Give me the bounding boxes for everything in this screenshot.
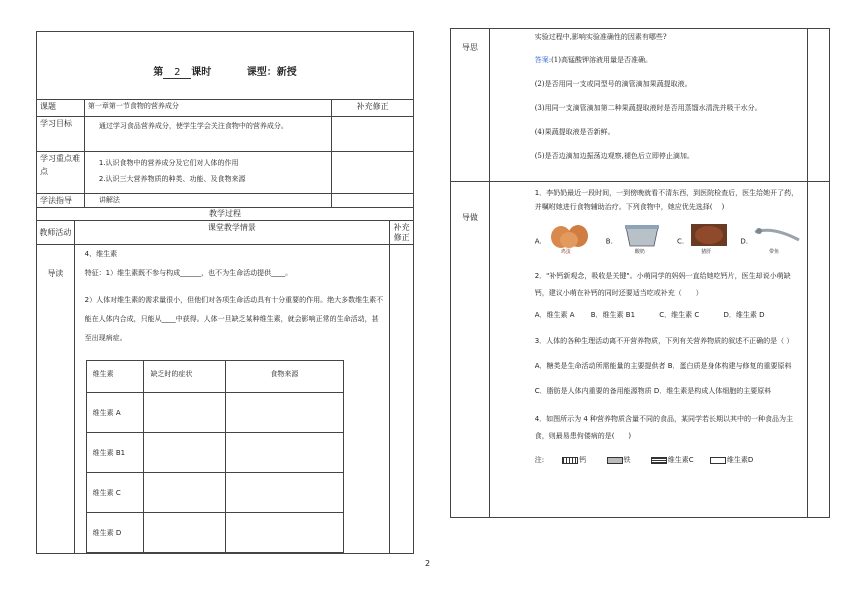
method-label: 学法指导 xyxy=(37,194,85,208)
egg-icon: 鸡蛋 xyxy=(547,222,595,256)
legend-vitc-swatch xyxy=(651,457,667,464)
vitamin-need: 2）人体对维生素的需求量很小，但他们对各项生命活动具有十分重要的作用。绝大多数维生素不能在人体内合成，只能从____中获得。人体一旦缺乏某种维生素，就会影响正常的生命活动，甚至出现病症。 xyxy=(84,296,384,342)
yogurt-icon: 酸奶 xyxy=(618,222,666,256)
right-lesson-plan xyxy=(450,28,830,518)
legend-vitd-swatch xyxy=(710,457,726,464)
think-label: 导思 xyxy=(451,29,490,182)
answer-1: (1)高锰酸钾溶液用量是否准确。 xyxy=(551,56,652,64)
q1-options xyxy=(535,222,801,260)
vitamin-title: 4、维生素 xyxy=(84,250,118,258)
col-teacher: 教师活动 xyxy=(37,221,75,245)
method-value: 讲解法 xyxy=(84,194,331,208)
question-2: 2．"补钙新观念，吸收是关键"。小萌同学的妈妈一直给她吃钙片，医生却说小萌缺钙，建议小萌在补钙的同时还要适当吃或补充（ ） xyxy=(534,272,791,297)
vitamin-feature: 特征：1）维生素既不参与构成______，也不为生命活动提供____。 xyxy=(84,269,293,277)
option-c[interactable]: C. 猪肝 xyxy=(677,222,729,256)
think-question: 实验过程中,影响实验准确性的因素有哪些? xyxy=(534,33,667,41)
q2-options: A．维生素 A B．维生素 B1 C．维生素 C D．维生素 D xyxy=(534,311,765,319)
legend-iron-swatch xyxy=(607,457,623,464)
answer-3: (3)用同一支滴管滴加第二种果蔬提取液时是否用蒸馏水清洗并吸干水分。 xyxy=(534,104,762,112)
key-label: 学习重点难点 xyxy=(37,152,85,194)
vitamin-row-label: 维生素 D xyxy=(86,513,144,553)
answer-2: (2)是否用同一支或同型号的滴管滴加果蔬提取液。 xyxy=(534,80,692,88)
page-number: 2 xyxy=(425,559,431,568)
col-classroom: 课堂教学情景 xyxy=(74,221,390,245)
key-point-2: 2.认识三大营养物质的种类、功能、及食物来源 xyxy=(98,175,246,183)
pork-liver-icon: 猪肝 xyxy=(689,222,729,256)
lesson-number: 2 xyxy=(163,67,191,79)
process-table xyxy=(36,220,414,554)
option-d[interactable]: D. 带鱼 xyxy=(740,222,801,256)
vitamin-row-label: 维生素 A xyxy=(86,393,144,433)
lesson-type: 课型：新授 xyxy=(246,67,297,78)
question-4: 4．如图所示为 4 种营养物质含量不同的食品，某同学若长期以其中的一种食品为主食，则最易患佝偻病的是( ) xyxy=(534,415,794,440)
goal-label: 学习目标 xyxy=(37,117,85,152)
guide-label: 导读 xyxy=(37,245,75,554)
lesson-header: 第 2 课时 课型：新授 xyxy=(153,67,297,78)
option-a[interactable]: A. 鸡蛋 xyxy=(535,222,595,256)
answer-4: (4)果蔬提取液是否新鲜。 xyxy=(534,128,615,136)
legend-calcium-swatch xyxy=(562,457,578,464)
vitamin-table: 维生素 缺乏时的症状 食物来源 维生素 A 维生素 B1 维生素 C 维生素 D xyxy=(86,360,344,553)
vitamin-row-label: 维生素 B1 xyxy=(86,433,144,473)
ribbonfish-icon: 带鱼 xyxy=(753,222,801,256)
goal-value: 通过学习食品营养成分，使学生学会关注食物中的营养成分。 xyxy=(84,117,331,152)
col-supplement: 补充修正 xyxy=(390,221,414,245)
question-3: 3．人体的各种生理活动离不开营养物质，下列有关营养物质的叙述不正确的是（ ） xyxy=(534,337,794,345)
lesson-info-table xyxy=(36,99,414,208)
option-b[interactable]: B. 酸奶 xyxy=(606,222,666,256)
process-title: 教学过程 xyxy=(209,209,241,218)
q3-option-ab: A．糖类是生命活动所需能量的主要提供者 B．蛋白质是身体构建与修复的重要原料 xyxy=(534,362,792,370)
topic-value: 第一章第一节食物的营养成分 xyxy=(84,100,331,117)
key-point-1: 1.认识食物中的营养成分及它们对人体的作用 xyxy=(98,159,239,167)
q3-option-cd: C．脂肪是人体内重要的备用能源物质 D．维生素是构成人体细胞的主要原料 xyxy=(534,387,772,395)
chart-legend: 注: 钙 铁 维生素C 维生素D xyxy=(534,456,754,464)
answer-prefix: 答案: xyxy=(534,56,552,64)
supplement-label: 补充修正 xyxy=(332,100,414,117)
answer-5: (5)是否边滴加边振荡边观察,褪色后立即停止滴加。 xyxy=(534,152,694,160)
do-label: 导做 xyxy=(451,182,490,518)
vitamin-row-label: 维生素 C xyxy=(86,473,144,513)
question-1: 1．李奶奶最近一段时间，一到傍晚就看不清东西，到医院检查后，医生给她开了药，并嘱咐她进行食物辅助治疗。下列食物中，她应优先选择( ) xyxy=(534,189,799,211)
topic-label: 课题 xyxy=(37,100,85,117)
